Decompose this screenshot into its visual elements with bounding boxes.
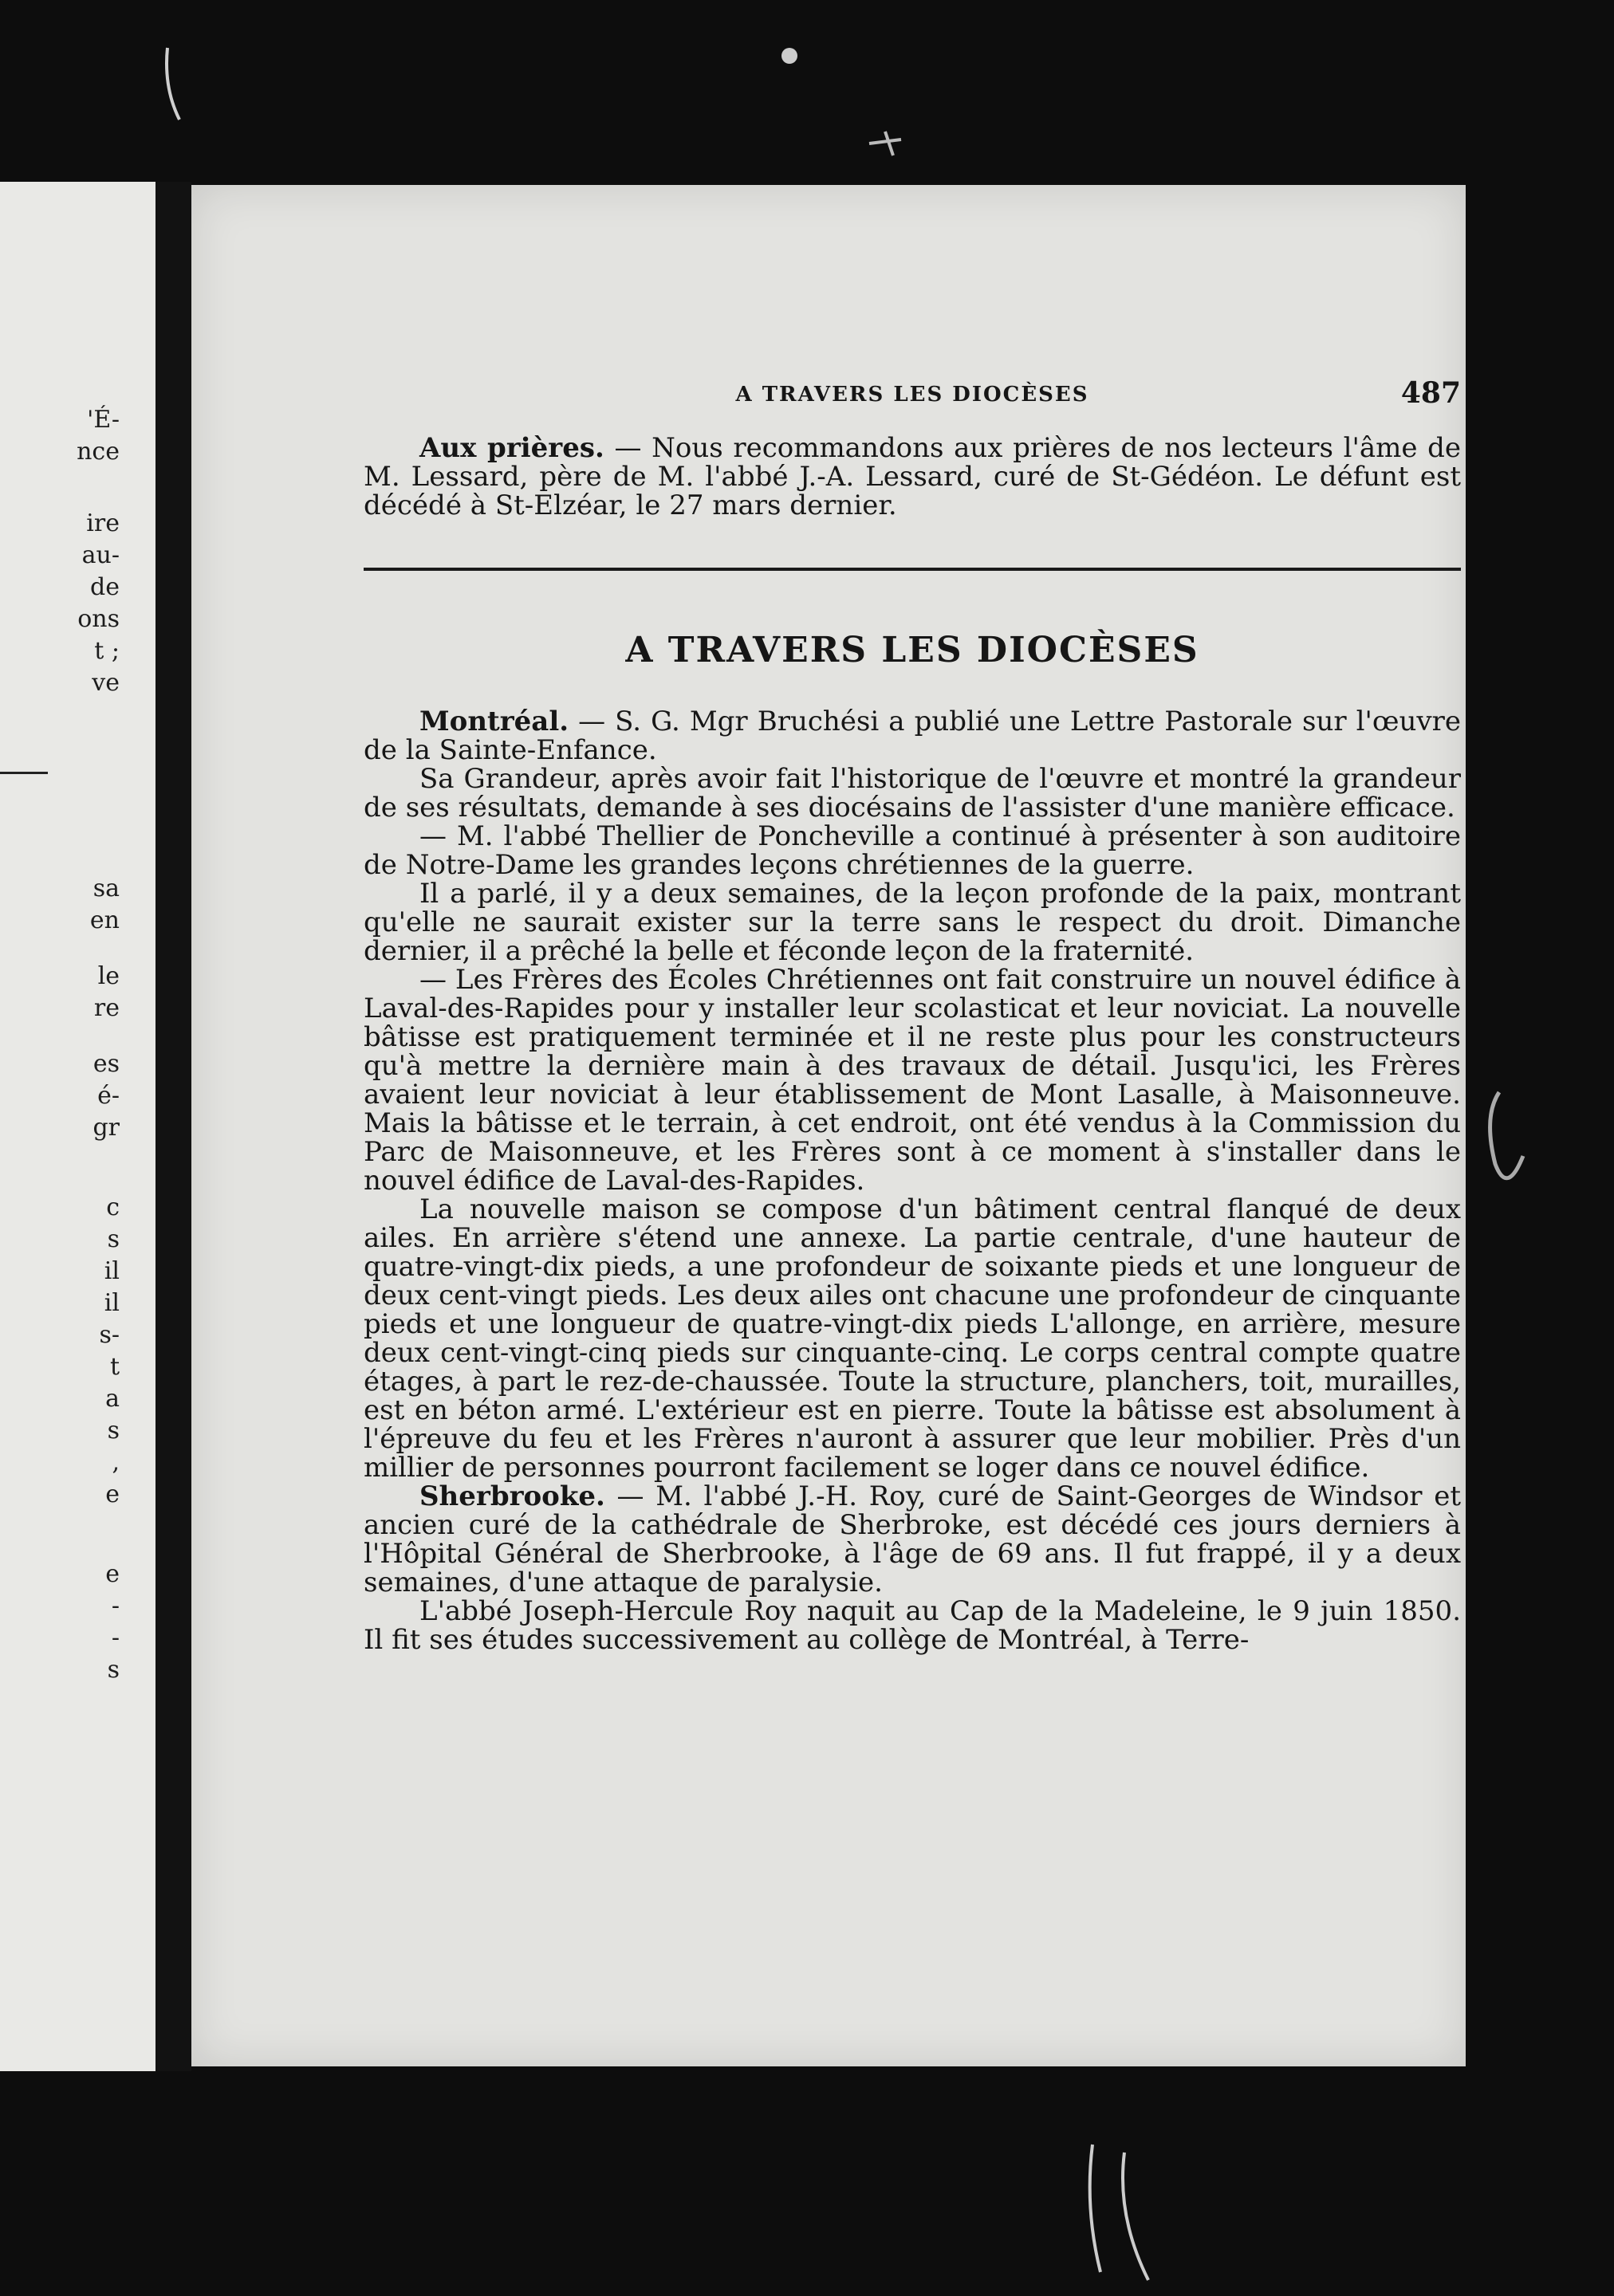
paragraph-text: — M. l'abbé J.-H. Roy, curé de Saint-Georges de Windsor et ancien curé de la cathédrale de Sherbroke, est décédé ces jours derniers à l'Hôpital Général de Sherbrooke, à l'âge de 69 ans. Il fut frappé, il y a deux semaines, d'une attaque de paralysie. [364, 1480, 1461, 1598]
facing-page-fragment: , [112, 1449, 120, 1476]
facing-page-fragment: gr [93, 1114, 120, 1142]
article-body [364, 707, 1461, 1654]
facing-page-fragment: e [105, 1480, 120, 1508]
facing-page-fragment: ons [77, 605, 120, 633]
facing-page-fragment: s [107, 1656, 120, 1684]
paragraph [364, 965, 1461, 1195]
facing-page-fragment: le [97, 962, 120, 990]
facing-page-fragment: 'É- [87, 406, 120, 434]
paragraph-text: La nouvelle maison se compose d'un bâtiment central flanqué de deux ailes. En arrière s'étend une annexe. La partie centrale, d'une hauteur de quatre-vingt-dix pieds, a une profondeur de soixante pieds et une longueur de deux cent-vingt pieds. Les deux ailes ont chacune une profondeur de cinquante pieds et une longueur de quatre-vingt-dix pieds L'allonge, en arrière, mesure deux cent-vingt-cinq pieds sur cinquante-cinq. Le corps central compte quatre étages, à part le rez-de-chaussée. Toute la structure, planchers, toit, murailles, est en béton armé. L'extérieur est en pierre. Toute la bâtisse est absolument à l'épreuve du feu et les Frères n'auront à assurer que leur mobilier. Près d'un millier de personnes pourront facilement se loger dans ce nouvel édifice. [364, 1193, 1461, 1484]
paragraph [364, 1195, 1461, 1482]
section-divider [364, 568, 1461, 571]
book-page [191, 185, 1466, 2066]
paragraph-text: — M. l'abbé Thellier de Poncheville a continué à présenter à son auditoire de Notre-Dame les grandes leçons chrétiennes de la guerre. [364, 820, 1461, 881]
facing-page-fragment: s [107, 1417, 120, 1445]
running-header [364, 376, 1461, 424]
facing-page-fragment: en [89, 906, 120, 934]
paragraph-text: — S. G. Mgr Bruchési a publié une Lettre Pastorale sur l'œuvre de la Sainte-Enfance. [364, 706, 1461, 766]
paragraph-text: L'abbé Joseph-Hercule Roy naquit au Cap de la Madeleine, le 9 juin 1850. Il fit ses études successivement au collège de Montréal, à Terre- [364, 1595, 1461, 1656]
paragraph-text: Sa Grandeur, après avoir fait l'historique de l'œuvre et montré la grandeur de ses résultats, demande à ses diocésains de l'assister d'une manière efficace. [364, 763, 1461, 824]
facing-page-fragment: re [93, 994, 120, 1022]
facing-page-fragment: s [107, 1225, 120, 1253]
paragraph [364, 765, 1461, 822]
section-title: A TRAVERS LES DIOCÈSES [625, 630, 1199, 670]
paragraph [364, 822, 1461, 879]
facing-page-fragment: a [105, 1385, 120, 1413]
facing-page-fragment: - [111, 1592, 120, 1620]
book-gutter [155, 182, 191, 2071]
facing-page-fragment: s- [99, 1321, 120, 1349]
facing-page-fragment: il [104, 1289, 120, 1317]
facing-page-fragment: de [90, 573, 120, 601]
paragraph-lead: Sherbrooke. [419, 1480, 605, 1512]
paragraph [364, 879, 1461, 965]
paragraph-text: Il a parlé, il y a deux semaines, de la leçon profonde de la paix, montrant qu'elle ne saurait exister sur la terre sans le respect du droit. Dimanche dernier, il a prêché la belle et féconde leçon de la fraternité. [364, 878, 1461, 967]
facing-page-fragment: es [93, 1050, 120, 1078]
paragraph [364, 707, 1461, 765]
facing-page-fragment: ve [92, 669, 120, 697]
facing-page-fragment: t [109, 1353, 120, 1381]
facing-page-fragment: - [111, 1624, 120, 1652]
facing-page-fragment: nce [77, 438, 120, 466]
facing-page-fragment: t ; [94, 637, 120, 665]
facing-page-rule [0, 772, 48, 774]
paragraph [364, 1597, 1461, 1654]
running-title: A TRAVERS LES DIOCÈSES [735, 383, 1089, 407]
paragraph-lead: Montréal. [419, 706, 569, 737]
facing-page-fragment: é- [97, 1082, 120, 1110]
facing-page-fragment: c [106, 1193, 120, 1221]
prayers-paragraph [364, 434, 1461, 520]
paragraph [364, 1482, 1461, 1597]
facing-page-fragment: sa [93, 875, 120, 902]
page-number: 487 [1400, 376, 1461, 410]
facing-page-fragment: ire [86, 509, 120, 537]
prayers-lead: Aux prières. [419, 432, 604, 464]
facing-page-fragment: e [105, 1560, 120, 1588]
facing-page-fragment: au- [81, 541, 120, 569]
prayers-text: — Nous recommandons aux prières de nos lecteurs l'âme de M. Lessard, père de M. l'abbé J.-A. Lessard, curé de St-Gédéon. Le défunt est décédé à St-Elzéar, le 27 mars dernier. [364, 432, 1462, 521]
page-content [364, 376, 1461, 1654]
facing-page-edge [0, 182, 155, 2071]
paragraph-text: — Les Frères des Écoles Chrétiennes ont fait construire un nouvel édifice à Laval-des-Rapides pour y installer leur scolasticat et leur noviciat. La nouvelle bâtisse est pratiquement terminée et il ne reste plus pour les constructeurs qu'à mettre la dernière main à des travaux de détail. Jusqu'ici, les Frères avaient leur noviciat à leur établissement de Mont Lasalle, à Maisonneuve. Mais la bâtisse et le terrain, à cet endroit, ont été vendus à la Commission du Parc de Maisonneuve, et les Frères sont à ce moment à s'installer dans le nouvel édifice de Laval-des-Rapides. [364, 964, 1461, 1197]
facing-page-fragment: il [104, 1257, 120, 1285]
